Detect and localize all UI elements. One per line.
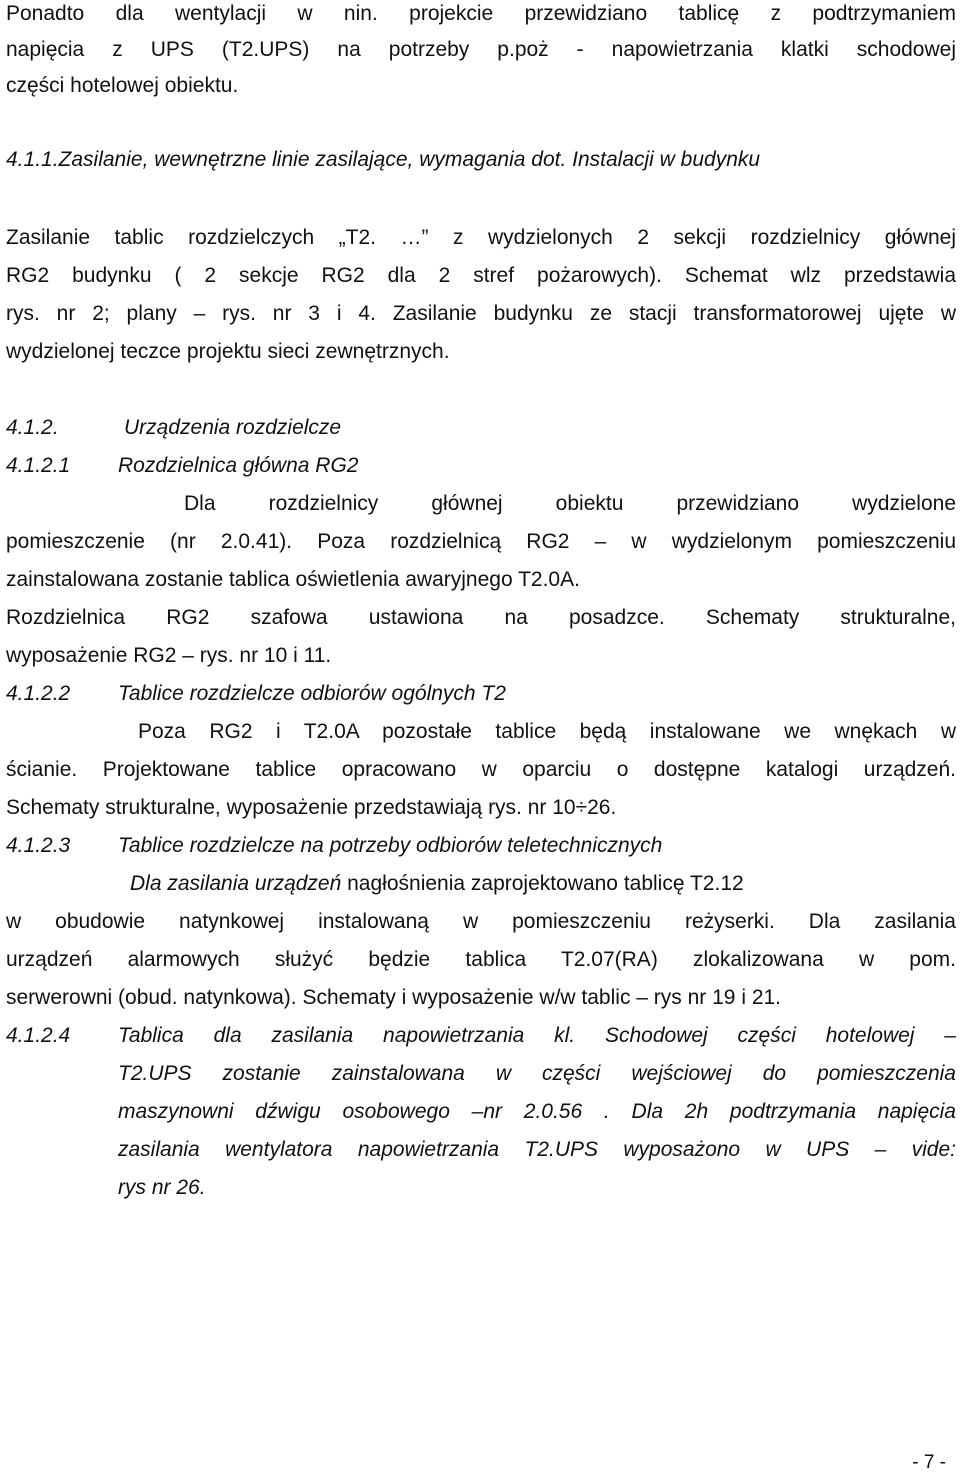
section-number: 4.1.2.1 (6, 454, 71, 477)
section-title: Rozdzielnica główna RG2 (118, 454, 359, 477)
section-4-1-2-1-line-1-wrap (6, 486, 956, 522)
line-italic-part: Dla zasilania urządzeń (130, 872, 342, 895)
section-4-1-2-4-line-2: T2.UPS zostanie zainstalowana w części wejściowej do pomieszczenia (118, 1062, 956, 1085)
section-4-1-2-4-line-2-wrap (6, 1056, 956, 1092)
section-4-1-2-3-heading (6, 828, 956, 864)
section-4-1-2-4-line-4: zasilania wentylatora napowietrzania T2.UPS wyposażono w UPS – vide: (118, 1138, 956, 1161)
section-4-1-2-1-line-3: zainstalowana zostanie tablica oświetlenia awaryjnego T2.0A. (6, 568, 580, 591)
section-4-1-2-4-line-1: Tablica dla zasilania napowietrzania kl. Schodowej części hotelowej – (118, 1024, 956, 1047)
intro-line-2: napięcia z UPS (T2.UPS) na potrzeby p.poż - napowietrzania klatki schodowej (6, 38, 956, 61)
section-4-1-2-3-line-1 (6, 866, 956, 902)
section-number: 4.1.2.3 (6, 834, 71, 857)
section-4-1-2-1-line-2: pomieszczenie (nr 2.0.41). Poza rozdzielnicą RG2 – w wydzielonym pomieszczeniu (6, 530, 956, 553)
section-4-1-1-line-4: wydzielonej teczce projektu sieci zewnętrznych. (6, 340, 450, 363)
section-4-1-2-heading (6, 410, 956, 446)
intro-line-3: części hotelowej obiektu. (6, 74, 239, 97)
section-4-1-2-4-line-5-wrap (6, 1170, 956, 1206)
section-4-1-2-4-line-4-wrap (6, 1132, 956, 1168)
section-4-1-1-line-2: RG2 budynku ( 2 sekcje RG2 dla 2 stref pożarowych). Schemat wlz przedstawia (6, 264, 956, 287)
section-number: 4.1.2.2 (6, 682, 71, 705)
section-title: Urządzenia rozdzielcze (124, 416, 342, 439)
intro-line-1: Ponadto dla wentylacji w nin. projekcie przewidziano tablicę z podtrzymaniem (6, 2, 956, 25)
section-4-1-1-line-1: Zasilanie tablic rozdzielczych „T2. …” z wydzielonych 2 sekcji rozdzielnicy głównej (6, 226, 956, 249)
section-4-1-2-2-line-2: ścianie. Projektowane tablice opracowano w oparciu o dostępne katalogi urządzeń. (6, 758, 956, 781)
section-4-1-2-3-line-2: w obudowie natynkowej instalowaną w pomieszczeniu reżyserki. Dla zasilania (6, 910, 956, 933)
section-4-1-2-1-line-5: wyposażenie RG2 – rys. nr 10 i 11. (6, 644, 332, 667)
section-4-1-2-4-line-5: rys nr 26. (118, 1176, 206, 1199)
section-4-1-2-1-heading (6, 448, 956, 484)
section-4-1-2-1-line-1: Dla rozdzielnicy głównej obiektu przewidziano wydzielone (184, 492, 956, 515)
section-4-1-2-4-line-3: maszynowni dźwigu osobowego –nr 2.0.56 . Dla 2h podtrzymania napięcia (118, 1100, 956, 1123)
section-4-1-1-heading: 4.1.1.Zasilanie, wewnętrzne linie zasilające, wymagania dot. Instalacji w budynku (6, 148, 761, 171)
section-4-1-2-1-line-4: Rozdzielnica RG2 szafowa ustawiona na posadzce. Schematy strukturalne, (6, 606, 956, 629)
section-4-1-2-2-line-1: Poza RG2 i T2.0A pozostałe tablice będą instalowane we wnękach w (138, 720, 956, 743)
section-4-1-2-2-line-1-wrap (6, 714, 956, 750)
section-4-1-2-2-heading (6, 676, 956, 712)
section-title: Tablice rozdzielcze na potrzeby odbiorów teletechnicznych (118, 834, 663, 857)
section-4-1-1-line-3: rys. nr 2; plany – rys. nr 3 i 4. Zasilanie budynku ze stacji transformatorowej ujęte w (6, 302, 956, 325)
section-number: 4.1.2.4 (6, 1024, 71, 1047)
section-number: 4.1.2. (6, 416, 59, 439)
section-4-1-2-2-line-3: Schematy strukturalne, wyposażenie przedstawiają rys. nr 10÷26. (6, 796, 617, 819)
section-4-1-2-4-line-3-wrap (6, 1094, 956, 1130)
section-4-1-2-4-heading (6, 1018, 956, 1054)
page-number: - 7 - (912, 1452, 946, 1473)
line-rest: nagłośnienia zaprojektowano tablicę T2.12 (341, 872, 744, 895)
section-4-1-2-3-line-3: urządzeń alarmowych służyć będzie tablica T2.07(RA) zlokalizowana w pom. (6, 948, 956, 971)
section-title: Tablice rozdzielcze odbiorów ogólnych T2 (118, 682, 506, 705)
section-4-1-2-3-line-4: serwerowni (obud. natynkowa). Schematy i wyposażenie w/w tablic – rys nr 19 i 21. (6, 986, 782, 1009)
